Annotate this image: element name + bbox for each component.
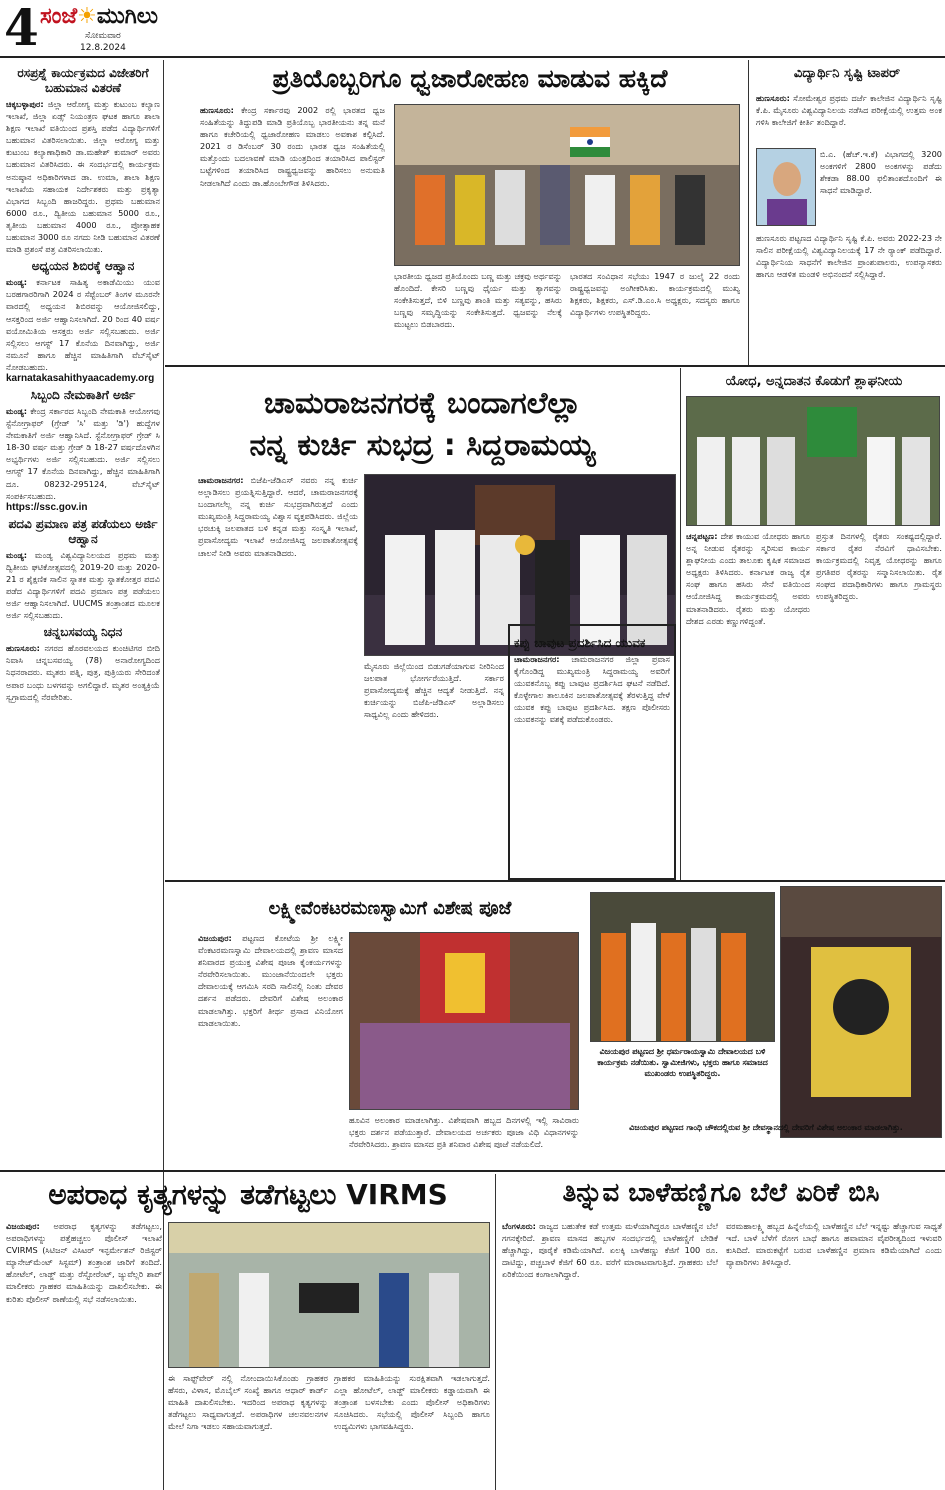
warrior-col1 bbox=[686, 530, 810, 874]
dateline: ಮಂಡ್ಯ: bbox=[6, 549, 28, 560]
story-body bbox=[6, 405, 160, 502]
sun-icon: ☀ bbox=[77, 4, 97, 29]
deity-caption: ವಿಜಯಪುರ ಪಟ್ಟಣದ ಗಾಂಧಿ ಚೌಕದಲ್ಲಿರುವ ಶ್ರೀ ದೇವಸ್ಥಾನದಲ್ಲಿ ದೇವರಿಗೆ ವಿಶೇಷ ಅಲಂಕಾರ ಮಾಡಲಾಗಿತ್ತು. bbox=[629, 1123, 903, 1132]
topper-text: ಹುಣಸೂರು ಪಟ್ಟಣದ ವಿದ್ಯಾರ್ಥಿನಿ ಸೃಷ್ಟಿ ಕೆ.ಪಿ. ಅವರು 2022-23 ನೇ ಸಾಲಿನ ಪರೀಕ್ಷೆಯಲ್ಲಿ ವಿಶ್ವವಿದ್ಯಾನಿಲಯಕ್ಕೆ 17 ನೇ ರ‍್ಯಾಂಕ್ ಪಡೆದಿದ್ದಾರೆ. ವಿದ್ಯಾರ್ಥಿನಿಯ ಸಾಧನೆಗೆ ಕಾಲೇಜಿನ ಪ್ರಾಂಶುಪಾಲರು, ಉಪನ್ಯಾಸಕರು ಹಾಗೂ ಆಡಳಿತ ಮಂಡಳಿ ಅಭಿನಂದನೆ ಸಲ್ಲಿಸಿದ್ದಾರೆ. bbox=[756, 233, 942, 280]
story-text: ಪಟ್ಟಣದ ಕೋಟೆಯ ಶ್ರೀ ಲಕ್ಷ್ಮೀ ವೆಂಕಟರಮಣಸ್ವಾಮಿ ದೇವಾಲಯದಲ್ಲಿ ಶ್ರಾವಣ ಮಾಸದ ಶನಿವಾರದ ಪ್ರಯುಕ್ತ ವಿಶೇಷ ಪೂಜಾ ಕೈಂಕರ್ಯಗಳನ್ನು ನೆರವೇರಿಸಲಾಯಿತು. ಮುಂಜಾನೆಯಿಂದಲೇ ಭಕ್ತರು ದೇವಾಲಯಕ್ಕೆ ಆಗಮಿಸಿ ಸರದಿ ಸಾಲಿನಲ್ಲಿ ನಿಂತು ದೇವರ ದರ್ಶನ ಪಡೆದರು. ದೇವರಿಗೆ ವಿಶೇಷ ಅಲಂಕಾರ ಮಾಡಲಾಗಿತ್ತು. ಭಕ್ತರಿಗೆ ತೀರ್ಥ ಪ್ರಸಾದ ವಿನಿಯೋಗ ಮಾಡಲಾಯಿತು. bbox=[198, 933, 343, 1028]
banana-headline: ತಿನ್ನುವ ಬಾಳೆಹಣ್ಣಿಗೂ ಬೆಲೆ ಏರಿಕೆ ಬಿಸಿ bbox=[562, 1178, 880, 1208]
photo-placeholder bbox=[687, 397, 940, 526]
dateline: ಹುಣಸೂರು: bbox=[200, 105, 234, 115]
warrior-event-photo bbox=[686, 396, 940, 526]
flag-headline: ಪ್ರತಿಯೊಬ್ಬರಿಗೂ ಧ್ವಜಾರೋಹಣ ಮಾಡುವ ಹಕ್ಕಿದೆ bbox=[272, 64, 668, 93]
column-divider bbox=[163, 60, 164, 1490]
topper-col2: ಬಿ.ಎ. (ಹೆಚ್.ಇ.ಕೆ) ವಿಭಾಗದಲ್ಲಿ 3200 ಅಂಕಗಳಿಗೆ 2800 ಅಂಕಗಳನ್ನು ಪಡೆದು ಶೇಕಡಾ 88.00 ಫಲಿತಾಂಶದೊಂದಿಗೆ ಈ ಸಾಧನೆ ಮಾಡಿದ್ದಾರೆ. bbox=[820, 149, 942, 196]
topper-col1 bbox=[756, 92, 942, 146]
banana-col2: ವರಮಹಾಲಕ್ಷ್ಮಿ ಹಬ್ಬದ ಹಿನ್ನೆಲೆಯಲ್ಲಿ ಬಾಳೆಹಣ್ಣಿನ ಬೆಲೆ ಇನ್ನಷ್ಟು ಹೆಚ್ಚಾಗುವ ಸಾಧ್ಯತೆ ಇದೆ. ಬಾಳೆ ಬೆಳೆಗೆ ರೋಗ ಬಾಧೆ ಹಾಗೂ ಹವಾಮಾನ ವೈಪರೀತ್ಯದಿಂದ ಇಳುವರಿ ಕುಸಿದಿದೆ. ಮಾರುಕಟ್ಟೆಗೆ ಬರುವ ಬಾಳೆಹಣ್ಣಿನ ಪ್ರಮಾಣ ಕಡಿಮೆಯಾಗಿದೆ ಎಂದು ವ್ಯಾಪಾರಿಗಳು ತಿಳಿಸಿದ್ದಾರೆ. bbox=[726, 1221, 942, 1268]
story-body bbox=[6, 98, 160, 255]
column-divider bbox=[748, 60, 749, 365]
story-headline: ಅಧ್ಯಯನ ಶಿಬಿರಕ್ಕೆ ಆಹ್ವಾನ bbox=[31, 259, 135, 274]
flag-col1 bbox=[200, 104, 385, 358]
cm-col2: ಮೈಸೂರು ಜಿಲ್ಲೆಯಿಂದ ಬಿಡುಗಡೆಯಾಗುವ ನೀರಿನಿಂದ ಜಲಪಾತ ಭೋರ್ಗರೆಯುತ್ತಿದೆ. ಸರ್ಕಾರ ಪ್ರವಾಸೋದ್ಯಮಕ್ಕೆ ಹೆಚ್ಚಿನ ಆದ್ಯತೆ ನೀಡುತ್ತಿದೆ. ನನ್ನ ಕುರ್ಚಿಯನ್ನು ಬಿಜೆಪಿ-ಜೆಡಿಎಸ್ ಅಲ್ಲಾಡಿಸಲು ಸಾಧ್ಯವಿಲ್ಲ ಎಂದು ಹೇಳಿದರು. bbox=[364, 661, 504, 720]
story-text: ಅಪರಾಧ ಕೃತ್ಯಗಳನ್ನು ತಡೆಗಟ್ಟಲು, ಅಪರಾಧಿಗಳನ್ನು ಪತ್ತೆಹಚ್ಚಲು ಪೊಲೀಸ್ ಇಲಾಖೆ CVIRMS (ಸಿಟಿಜನ್ ವಿಸಿಟರ್ ಇನ್ಫರ್ಮೇಶನ್ ರಿಜಿಸ್ಟರ್ ಮ್ಯಾನೇಜ್‌ಮೆಂಟ್ ಸಿಸ್ಟಮ್) ತಂತ್ರಾಂಶ ಜಾರಿಗೆ ತಂದಿದೆ. ಹೋಟೆಲ್, ಲಾಡ್ಜ್ ಮತ್ತು ರೆಸ್ಟೋರೆಂಟ್, ಜ್ಯುವೆಲ್ಲರಿ ಶಾಪ್ ಮಾಲೀಕರು ಗ್ರಾಹಕರ ಮಾಹಿತಿಯನ್ನು ದಾಖಲಿಸಬೇಕು. ಈ ಕುರಿತು ಪೊಲೀಸ್ ಠಾಣೆಯಲ್ಲಿ ಸಭೆ ನಡೆಸಲಾಯಿತು. bbox=[6, 1221, 162, 1304]
story-text: ಕರ್ನಾಟಕ ಸಾಹಿತ್ಯ ಅಕಾಡೆಮಿಯು ಯುವ ಬರಹಗಾರರಿಗಾಗಿ 2024 ರ ಸೆಪ್ಟೆಂಬರ್ ತಿಂಗಳ ಮೂರನೇ ವಾರದಲ್ಲಿ ಅಧ್ಯಯನ ಶಿಬಿರವನ್ನು ಆಯೋಜಿಸಲಿದ್ದು, ಆಸಕ್ತರಿಂದ ಅರ್ಜಿ ಆಹ್ವಾನಿಸಲಾಗಿದೆ. 20 ರಿಂದ 40 ವರ್ಷ ವಯೋಮಿತಿಯ ಆಸಕ್ತರು ಅರ್ಜಿ ಸಲ್ಲಿಸಬಹುದು. ಅರ್ಜಿ ಸಲ್ಲಿಸಲು ಆಗಸ್ಟ್ 17 ಕೊನೆಯ ದಿನವಾಗಿದ್ದು, ಅರ್ಜಿ ನಮೂನೆ ಹಾಗೂ ಹೆಚ್ಚಿನ ಮಾಹಿತಿಗಾಗಿ ವೆಬ್‌ಸೈಟ್ ನೋಡಬಹುದು. bbox=[6, 277, 160, 372]
story-headline: ಚನ್ನಬಸವಯ್ಯ ನಿಧನ bbox=[43, 625, 123, 640]
page-number: 4 bbox=[4, 0, 39, 57]
cm-col1 bbox=[198, 474, 358, 874]
flag-col2: ಭಾರತೀಯ ಧ್ವಜದ ಪ್ರತಿಯೊಂದು ಬಣ್ಣ ಮತ್ತು ಚಕ್ರವು ಅರ್ಥವನ್ನು ಹೊಂದಿದೆ. ಕೇಸರಿ ಬಣ್ಣವು ಧೈರ್ಯ ಮತ್ತು ತ್ಯಾಗವನ್ನು ಸಂಕೇತಿಸುತ್ತದೆ, ಬಿಳಿ ಬಣ್ಣವು ಶಾಂತಿ ಮತ್ತು ಸತ್ಯವನ್ನು, ಹಸಿರು ಬಣ್ಣವು ಸಮೃದ್ಧಿಯನ್ನು ಸಂಕೇತಿಸುತ್ತದೆ. ಧ್ವಜವನ್ನು ನೆಲಕ್ಕೆ ಮುಟ್ಟಲು ಬಿಡಬಾರದು. bbox=[394, 271, 562, 330]
virms-col2: ಈ ಸಾಫ್ಟ್‌ವೇರ್ ನಲ್ಲಿ ನೋಂದಾಯಿಸಿಕೊಂಡು ಗ್ರಾಹಕರ ಹೆಸರು, ವಿಳಾಸ, ಮೊಬೈಲ್ ಸಂಖ್ಯೆ ಹಾಗೂ ಆಧಾರ್ ಕಾರ್ಡ್ ಮಾಹಿತಿ ದಾಖಲಿಸಬೇಕು. ಇದರಿಂದ ಅಪರಾಧ ಕೃತ್ಯಗಳನ್ನು ತಡೆಗಟ್ಟಲು ಸಾಧ್ಯವಾಗುತ್ತದೆ. ಅಪರಾಧಿಗಳ ಚಲನವಲನಗಳ ಮೇಲೆ ನಿಗಾ ಇಡಲು ಸಹಾಯವಾಗುತ್ತದೆ. bbox=[168, 1373, 328, 1432]
masthead-dateblock bbox=[80, 30, 126, 54]
black-flag-story bbox=[514, 632, 670, 876]
dateline: ಹುಣಸೂರು: bbox=[756, 93, 790, 103]
section-rule bbox=[165, 880, 945, 882]
story-text: ಕೇಂದ್ರ ಸರ್ಕಾರದ ಸಿಬ್ಬಂದಿ ನೇಮಕಾತಿ ಆಯೋಗವು ಸ್ಟೆನೋಗ್ರಾಫರ್ (ಗ್ರೇಡ್ 'ಸಿ' ಮತ್ತು 'ಡಿ') ಹುದ್ದೆಗಳ ನೇಮಕಾತಿಗೆ ಅರ್ಜಿ ಆಹ್ವಾನಿಸಿದೆ. ಸ್ಟೆನೋಗ್ರಾಫರ್ ಗ್ರೇಡ್ ಸಿ 18-30 ವರ್ಷ ಮತ್ತು ಗ್ರೇಡ್ ಡಿ 18-27 ವರ್ಷದೊಳಗಿನ ಅಭ್ಯರ್ಥಿಗಳು ಅರ್ಜಿ ಸಲ್ಲಿಸಬಹುದು. ಅರ್ಜಿ ಸಲ್ಲಿಸಲು ಆಗಸ್ಟ್ 17 ಕೊನೆಯ ದಿನವಾಗಿದ್ದು, ಹೆಚ್ಚಿನ ಮಾಹಿತಿಗಾಗಿ ದೂ. 08232-295124, ವೆಬ್‌ಸೈಟ್ ಸಂಪರ್ಕಿಸಬಹುದು. bbox=[6, 405, 160, 501]
dateline: ಹುಣಸೂರು: bbox=[6, 643, 40, 654]
story-headline: ರಸಪ್ರಶ್ನೆ ಕಾರ್ಯಕ್ರಮದ ವಿಜೇತರಿಗೆ ಬಹುಮಾನ ವಿತರಣೆ bbox=[17, 66, 149, 95]
flag-col4: ಭಾರತದ ಸಂವಿಧಾನ ಸಭೆಯು 1947 ರ ಜುಲೈ 22 ರಂದು ರಾಷ್ಟ್ರಧ್ವಜವನ್ನು ಅಂಗೀಕರಿಸಿತು. ಕಾರ್ಯಕ್ರಮದಲ್ಲಿ ಮುಖ್ಯ ಶಿಕ್ಷಕರು, ಶಿಕ್ಷಕರು, ಎಸ್.ಡಿ.ಎಂ.ಸಿ ಅಧ್ಯಕ್ಷರು, ಸದಸ್ಯರು ಹಾಗೂ ವಿದ್ಯಾರ್ಥಿಗಳು ಉಪಸ್ಥಿತರಿದ್ದರು. bbox=[570, 271, 740, 318]
column-divider bbox=[680, 368, 681, 880]
column-divider bbox=[495, 1174, 496, 1490]
photo-placeholder bbox=[350, 933, 579, 1110]
photo-placeholder bbox=[395, 105, 740, 266]
story-headline: ಕಪ್ಪು ಬಾವುಟ ಪ್ರದರ್ಶಿಸಿದ ಯುವಕ bbox=[514, 636, 646, 650]
photo-placeholder bbox=[781, 887, 942, 1138]
left-column bbox=[6, 62, 160, 1178]
story-text: ಸೋಮೇಶ್ವರ ಪ್ರಥಮ ದರ್ಜೆ ಕಾಲೇಜಿನ ವಿದ್ಯಾರ್ಥಿನಿ ಸೃಷ್ಟಿ ಕೆ.ಪಿ. ಮೈಸೂರು ವಿಶ್ವವಿದ್ಯಾನಿಲಯ ನಡೆಸಿದ ಪರೀಕ್ಷೆಯಲ್ಲಿ ಉತ್ತಮ ಅಂಕ ಗಳಿಸಿ ಕಾಲೇಜಿಗೆ ಕೀರ್ತಿ ತಂದಿದ್ದಾರೆ. bbox=[756, 93, 942, 128]
dateline: ಚನ್ನಪಟ್ಟಣ: bbox=[686, 531, 718, 541]
academy-link[interactable]: karnatakasahithyaacademy.org bbox=[6, 372, 155, 384]
newspaper-logo bbox=[40, 4, 158, 29]
story-text: ಕೇಂದ್ರ ಸರ್ಕಾರವು 2002 ರಲ್ಲಿ ಭಾರತದ ಧ್ವಜ ಸಂಹಿತೆಯನ್ನು ತಿದ್ದುಪಡಿ ಮಾಡಿ ಪ್ರತಿಯೊಬ್ಬ ಭಾರತೀಯನು ತನ್ನ ಮನೆ ಹಾಗೂ ಕಚೇರಿಯಲ್ಲಿ ಧ್ವಜಾರೋಹಣ ಮಾಡಲು ಅವಕಾಶ ಕಲ್ಪಿಸಿದೆ. 2021 ರ ಡಿಸೆಂಬರ್ 30 ರಂದು ಭಾರತ ಧ್ವಜ ಸಂಹಿತೆಯಲ್ಲಿ ಮತ್ತೊಂದು ಬದಲಾವಣೆ ಮಾಡಿ ಯಂತ್ರದಿಂದ ತಯಾರಿಸಿದ ಪಾಲಿಸ್ಟರ್ ಬಟ್ಟೆಗಳಿಂದ ತಯಾರಿಸಿದ ರಾಷ್ಟ್ರಧ್ವಜವನ್ನು ಹಾರಿಸಲು ಅನುಮತಿ ನೀಡಲಾಗಿದೆ ಎಂದು ಡಾ.ಹೊಂಬೇಗೌಡ ತಿಳಿಸಿದರು. bbox=[200, 105, 385, 188]
cm-headline-1: ಚಾಮರಾಜನಗರಕ್ಕೆ ಬಂದಾಗಲೆಲ್ಲಾ bbox=[263, 386, 582, 421]
deity-photo bbox=[780, 886, 942, 1138]
story-text: ರಾಜ್ಯದ ಬಹುತೇಕ ಕಡೆ ಉತ್ತಮ ಮಳೆಯಾಗಿದ್ದರೂ ಬಾಳೆಹಣ್ಣಿನ ಬೆಲೆ ಗಗನಕ್ಕೇರಿದೆ. ಶ್ರಾವಣ ಮಾಸದ ಹಬ್ಬಗಳ ಸಂದರ್ಭದಲ್ಲಿ ಬಾಳೆಹಣ್ಣಿಗೆ ಬೇಡಿಕೆ ಹೆಚ್ಚಾಗಿದ್ದು, ಪೂರೈಕೆ ಕಡಿಮೆಯಾಗಿದೆ. ಏಲಕ್ಕಿ ಬಾಳೆಹಣ್ಣು ಕೆಜಿಗೆ 100 ರೂ. ದಾಟಿದ್ದು, ಪಚ್ಚಬಾಳೆ ಕೆಜಿಗೆ 60 ರೂ. ವರೆಗೆ ಮಾರಾಟವಾಗುತ್ತಿದೆ. ಗ್ರಾಹಕರು ಬೆಲೆ ಏರಿಕೆಯಿಂದ ಕಂಗಾಲಾಗಿದ್ದಾರೆ. bbox=[502, 1221, 718, 1280]
story-body bbox=[514, 653, 670, 726]
topper-headline: ವಿದ್ಯಾರ್ಥಿನಿ ಸೃಷ್ಟಿ ಟಾಪರ್ bbox=[793, 66, 901, 81]
story-text: ಬಿಜೆಪಿ-ಜೆಡಿಎಸ್ ನವರು ನನ್ನ ಕುರ್ಚಿ ಅಲ್ಲಾಡಿಸಲು ಪ್ರಯತ್ನಿಸುತ್ತಿದ್ದಾರೆ. ಆದರೆ, ಚಾಮರಾಜನಗರಕ್ಕೆ ಬಂದಾಗಲೆಲ್ಲ ನನ್ನ ಕುರ್ಚಿ ಸುಭದ್ರವಾಗಿರುತ್ತದೆ ಎಂದು ಮುಖ್ಯಮಂತ್ರಿ ಸಿದ್ದರಾಮಯ್ಯ ವಿಶ್ವಾಸ ವ್ಯಕ್ತಪಡಿಸಿದರು. ಜಿಲ್ಲೆಯ ಭರಚುಕ್ಕಿ ಜಲಪಾತದ ಬಳಿ ಕನ್ನಡ ಮತ್ತು ಸಂಸ್ಕೃತಿ ಇಲಾಖೆ, ಪ್ರವಾಸೋದ್ಯಮ ಇಲಾಖೆ ಆಯೋಜಿಸಿದ್ದ ಜಲಪಾತೋತ್ಸವಕ್ಕೆ ಚಾಲನೆ ನೀಡಿ ಅವರು ಮಾತನಾಡಿದರು. bbox=[198, 475, 358, 558]
story-body bbox=[6, 549, 160, 622]
student-portrait bbox=[756, 148, 816, 226]
photo-placeholder bbox=[591, 893, 775, 1042]
dateline: ಚಾಮರಾಜನಗರ: bbox=[514, 654, 560, 664]
warrior-col2: ಪ್ರಸ್ತುತ ದಿನಗಳಲ್ಲಿ ರೈತರು ಸಂಕಷ್ಟದಲ್ಲಿದ್ದಾರೆ. ಸರ್ಕಾರ ರೈತರ ನೆರವಿಗೆ ಧಾವಿಸಬೇಕು. ಕಾರ್ಯಕ್ರಮದಲ್ಲಿ ನಿವೃತ್ತ ಯೋಧರನ್ನು ಹಾಗೂ ಪ್ರಗತಿಪರ ರೈತರನ್ನು ಸನ್ಮಾನಿಸಲಾಯಿತು. ರೈತ ಸಂಘದ ಪದಾಧಿಕಾರಿಗಳು ಹಾಗೂ ಗ್ರಾಮಸ್ಥರು ಉಪಸ್ಥಿತರಿದ್ದರು. bbox=[816, 531, 942, 602]
logo-part2: ಮುಗಿಲು bbox=[96, 4, 159, 29]
virms-col3: ಗ್ರಾಹಕರ ಮಾಹಿತಿಯನ್ನು ಸುರಕ್ಷಿತವಾಗಿ ಇಡಲಾಗುತ್ತದೆ. ಎಲ್ಲಾ ಹೋಟೆಲ್, ಲಾಡ್ಜ್ ಮಾಲೀಕರು ಕಡ್ಡಾಯವಾಗಿ ಈ ತಂತ್ರಾಂಶ ಬಳಸಬೇಕು ಎಂದು ಪೊಲೀಸ್ ಅಧಿಕಾರಿಗಳು ಸೂಚಿಸಿದರು. ಸಭೆಯಲ್ಲಿ ಪೊಲೀಸ್ ಸಿಬ್ಬಂದಿ ಹಾಗೂ ಉದ್ಯಮಿಗಳು ಭಾಗವಹಿಸಿದ್ದರು. bbox=[334, 1373, 490, 1432]
dateline: ವಿಜಯಪುರ: bbox=[198, 933, 232, 943]
dateline: ವಿಜಯಪುರ: bbox=[6, 1221, 40, 1231]
virms-headline: ಅಪರಾಧ ಕೃತ್ಯಗಳನ್ನು ತಡೆಗಟ್ಟಲು VIRMS bbox=[48, 1178, 448, 1211]
virms-col1 bbox=[6, 1220, 162, 1486]
section-rule bbox=[165, 365, 945, 367]
dateline: ಮಂಡ್ಯ: bbox=[6, 405, 28, 416]
story-text: ಚಾಮರಾಜನಗರ ಜಿಲ್ಲಾ ಪ್ರವಾಸ ಕೈಗೊಂಡಿದ್ದ ಮುಖ್ಯಮಂತ್ರಿ ಸಿದ್ದರಾಮಯ್ಯ ಅವರಿಗೆ ಯುವಕನೊಬ್ಬ ಕಪ್ಪು ಬಾವುಟ ಪ್ರದರ್ಶಿಸಿದ ಘಟನೆ ನಡೆದಿದೆ. ಕೊಳ್ಳೇಗಾಲ ತಾಲೂಕಿನ ಜಲಪಾತೋತ್ಸವಕ್ಕೆ ತೆರಳುತ್ತಿದ್ದ ವೇಳೆ ಯುವಕ ಕಪ್ಪು ಬಾವುಟ ಪ್ರದರ್ಶಿಸಿದ. ತಕ್ಷಣ ಪೊಲೀಸರು ಯುವಕನನ್ನು ವಶಕ್ಕೆ ಪಡೆದುಕೊಂಡರು. bbox=[514, 654, 670, 725]
logo-part1: ಸಂಜೆ bbox=[40, 4, 78, 29]
story-text: ದೇಶ ಕಾಯುವ ಯೋಧರು ಹಾಗೂ ಅನ್ನ ನೀಡುವ ರೈತರನ್ನು ಸ್ಮರಿಸುವ ಕಾರ್ಯ ಶ್ಲಾಘನೀಯ ಎಂದು ತಾಲೂಕು ಕೃಷಿಕ ಸಮಾಜದ ಅಧ್ಯಕ್ಷರು ತಿಳಿಸಿದರು. ಕರ್ನಾಟಕ ರಾಜ್ಯ ರೈತ ಸಂಘ ಹಾಗೂ ಹಸಿರು ಸೇನೆ ವತಿಯಿಂದ ಆಯೋಜಿಸಿದ್ದ ಕಾರ್ಯಕ್ರಮದಲ್ಲಿ ಅವರು ಮಾತನಾಡಿದರು. ರೈತರು ಮತ್ತು ಯೋಧರು ದೇಶದ ಎರಡು ಕಣ್ಣುಗಳಿದ್ದಂತೆ. bbox=[686, 531, 810, 626]
story-text: ನಗರದ ಹೊರವಲಯದ ಕುಂಚಿಟಿಗರ ಬೀದಿ ನಿವಾಸಿ ಚನ್ನಬಸವಯ್ಯ (78) ಅನಾರೋಗ್ಯದಿಂದ ನಿಧನರಾದರು. ಮೃತರು ಪತ್ನಿ, ಪುತ್ರ, ಪುತ್ರಿಯರು ಸೇರಿದಂತೆ ಅಪಾರ ಬಂಧು ಬಳಗವನ್ನು ಅಗಲಿದ್ದಾರೆ. ಮೃತರ ಅಂತ್ಯಕ್ರಿಯೆ ಸ್ವಗ್ರಾಮದಲ್ಲಿ ನೆರವೇರಿತು. bbox=[6, 643, 160, 702]
photo-placeholder bbox=[169, 1223, 490, 1368]
warrior-headline: ಯೋಧ, ಅನ್ನದಾತನ ಕೊಡುಗೆ ಶ್ಲಾಘನೀಯ bbox=[725, 374, 903, 389]
section-rule bbox=[0, 1170, 945, 1172]
flag-hoisting-photo bbox=[394, 104, 740, 266]
story-text: ಮಂಡ್ಯ ವಿಶ್ವವಿದ್ಯಾನಿಲಯದ ಪ್ರಥಮ ಮತ್ತು ದ್ವಿತೀಯ ಘಟಿಕೋತ್ಸವದಲ್ಲಿ 2019-20 ಮತ್ತು 2020-21 ರ ಶೈಕ್ಷಣಿಕ ಸಾಲಿನ ಸ್ನಾತಕ ಮತ್ತು ಸ್ನಾತಕೋತ್ತರ ಪದವಿ ಪಡೆದ ವಿದ್ಯಾರ್ಥಿಗಳಿಗೆ ಪದವಿ ಪ್ರಮಾಣ ಪತ್ರ ಪಡೆಯಲು ಅರ್ಜಿ ಆಹ್ವಾನಿಸಲಾಗಿದೆ. UUCMS ತಂತ್ರಾಂಶದ ಮೂಲಕ ಅರ್ಜಿ ಸಲ್ಲಿಸಬಹುದು. bbox=[6, 549, 160, 621]
portrait-placeholder bbox=[757, 149, 816, 226]
cm-headline-2: ನನ್ನ ಕುರ್ಚಿ ಸುಭದ್ರ : ಸಿದ್ದರಾಮಯ್ಯ bbox=[249, 428, 596, 463]
police-meeting-photo bbox=[168, 1222, 490, 1368]
story-text: ಜಿಲ್ಲಾ ಆರೋಗ್ಯ ಮತ್ತು ಕುಟುಂಬ ಕಲ್ಯಾಣ ಇಲಾಖೆ, ಜಿಲ್ಲಾ ಏಡ್ಸ್ ನಿಯಂತ್ರಣ ಘಟಕ ಹಾಗೂ ಶಾಲಾ ಶಿಕ್ಷಣ ಇಲಾಖೆ ವತಿಯಿಂದ ಪ್ರಶಸ್ತಿ ಪಡೆದ ವಿದ್ಯಾರ್ಥಿಗಳಿಗೆ ಬಹುಮಾನ ವಿತರಿಸಲಾಯಿತು. ಜಿಲ್ಲಾ ಆರೋಗ್ಯ ಮತ್ತು ಕುಟುಂಬ ಕಲ್ಯಾಣಾಧಿಕಾರಿ ಡಾ.ಮಹೇಶ್ ಕುಮಾರ್ ಅವರು ಬಹುಮಾನ ವಿತರಿಸಿದರು. ಈ ಸಂದರ್ಭದಲ್ಲಿ ಕಾರ್ಯಕ್ರಮ ಅನುಷ್ಠಾನ ಅಧಿಕಾರಿಗಳಾದ ಡಾ. ಉಮಾ, ಶಾಲಾ ಶಿಕ್ಷಣ ಇಲಾಖೆಯ ಸಹಾಯಕ ನಿರ್ದೇಶಕರು ಮತ್ತು ಪ್ರಕೃತ್ಯಾ ವಿಭಾಗದ ಸಿಬ್ಬಂದಿ ಹಾಜರಿದ್ದರು. ಪ್ರಥಮ ಬಹುಮಾನ 6000 ರೂ., ದ್ವಿತೀಯ ಬಹುಮಾನ 5000 ರೂ., ತೃತೀಯ ಬಹುಮಾನ 4000 ರೂ., ಪ್ರೋತ್ಸಾಹಕ ಬಹುಮಾನ 3000 ರೂ ನಗದು ನೀಡಿ ಬಹುಮಾನ ವಿತರಣೆ ಮಾಡಿ ಪ್ರಶಂಸೆ ಪತ್ರ ವಿತರಿಸಲಾಯಿತು. bbox=[6, 99, 160, 255]
swamiji-caption: ವಿಜಯಪುರ ಪಟ್ಟಣದ ಶ್ರೀ ಧರ್ಮರಾಯಸ್ವಾಮಿ ದೇವಾಲಯದ ಬಳಿ ಕಾರ್ಯಕ್ರಮ ನಡೆಯಿತು. ಸ್ವಾಮೀಜಿಗಳು, ಭಕ್ತರು ಹಾಗೂ ಸಮಾಜದ ಮುಖಂಡರು ಉಪಸ್ಥಿತರಿದ್ದರು. bbox=[597, 1047, 768, 1078]
temple-text2: ಹೂವಿನ ಅಲಂಕಾರ ಮಾಡಲಾಗಿತ್ತು. ವಿಶೇಷವಾಗಿ ಹಬ್ಬದ ದಿನಗಳಲ್ಲಿ ಇಲ್ಲಿ ಸಾವಿರಾರು ಭಕ್ತರು ದರ್ಶನ ಪಡೆಯುತ್ತಾರೆ. ದೇವಾಲಯದ ಅರ್ಚಕರು ಪೂಜಾ ವಿಧಿ ವಿಧಾನಗಳನ್ನು ನೆರವೇರಿಸಿದರು. ಶ್ರಾವಣ ಮಾಸದ ಪ್ರತಿ ಶನಿವಾರ ವಿಶೇಷ ಪೂಜೆ ನಡೆಯಲಿದೆ. bbox=[349, 1115, 579, 1150]
dateline: ಚಿಕ್ಕಬಳ್ಳಾಪುರ: bbox=[6, 99, 44, 109]
banana-col1 bbox=[502, 1220, 718, 1486]
dateline: ಚಾಮರಾಜನಗರ: bbox=[198, 475, 244, 485]
masthead bbox=[0, 0, 945, 58]
swamiji-photo bbox=[590, 892, 775, 1042]
story-body bbox=[6, 642, 160, 702]
story-headline: ಸಿಬ್ಬಂದಿ ನೇಮಕಾತಿಗೆ ಅರ್ಜಿ bbox=[30, 387, 136, 402]
temple-crowd-photo bbox=[349, 932, 579, 1110]
temple-text bbox=[198, 932, 343, 1166]
weekday: ಸೋಮವಾರ bbox=[85, 31, 121, 41]
temple-headline: ಲಕ್ಷ್ಮೀವೆಂಕಟರಮಣಸ್ವಾಮಿಗೆ ವಿಶೇಷ ಪೂಜೆ bbox=[268, 898, 512, 919]
story-body bbox=[6, 276, 160, 373]
dateline: ಬೆಂಗಳೂರು: bbox=[502, 1221, 536, 1231]
story-headline: ಪದವಿ ಪ್ರಮಾಣ ಪತ್ರ ಪಡೆಯಲು ಅರ್ಜಿ ಆಹ್ವಾನ bbox=[8, 516, 158, 546]
issue-date: 12.8.2024 bbox=[80, 43, 126, 53]
dateline: ಮಂಡ್ಯ: bbox=[6, 277, 28, 288]
ssc-link[interactable]: https://ssc.gov.in bbox=[6, 501, 88, 513]
